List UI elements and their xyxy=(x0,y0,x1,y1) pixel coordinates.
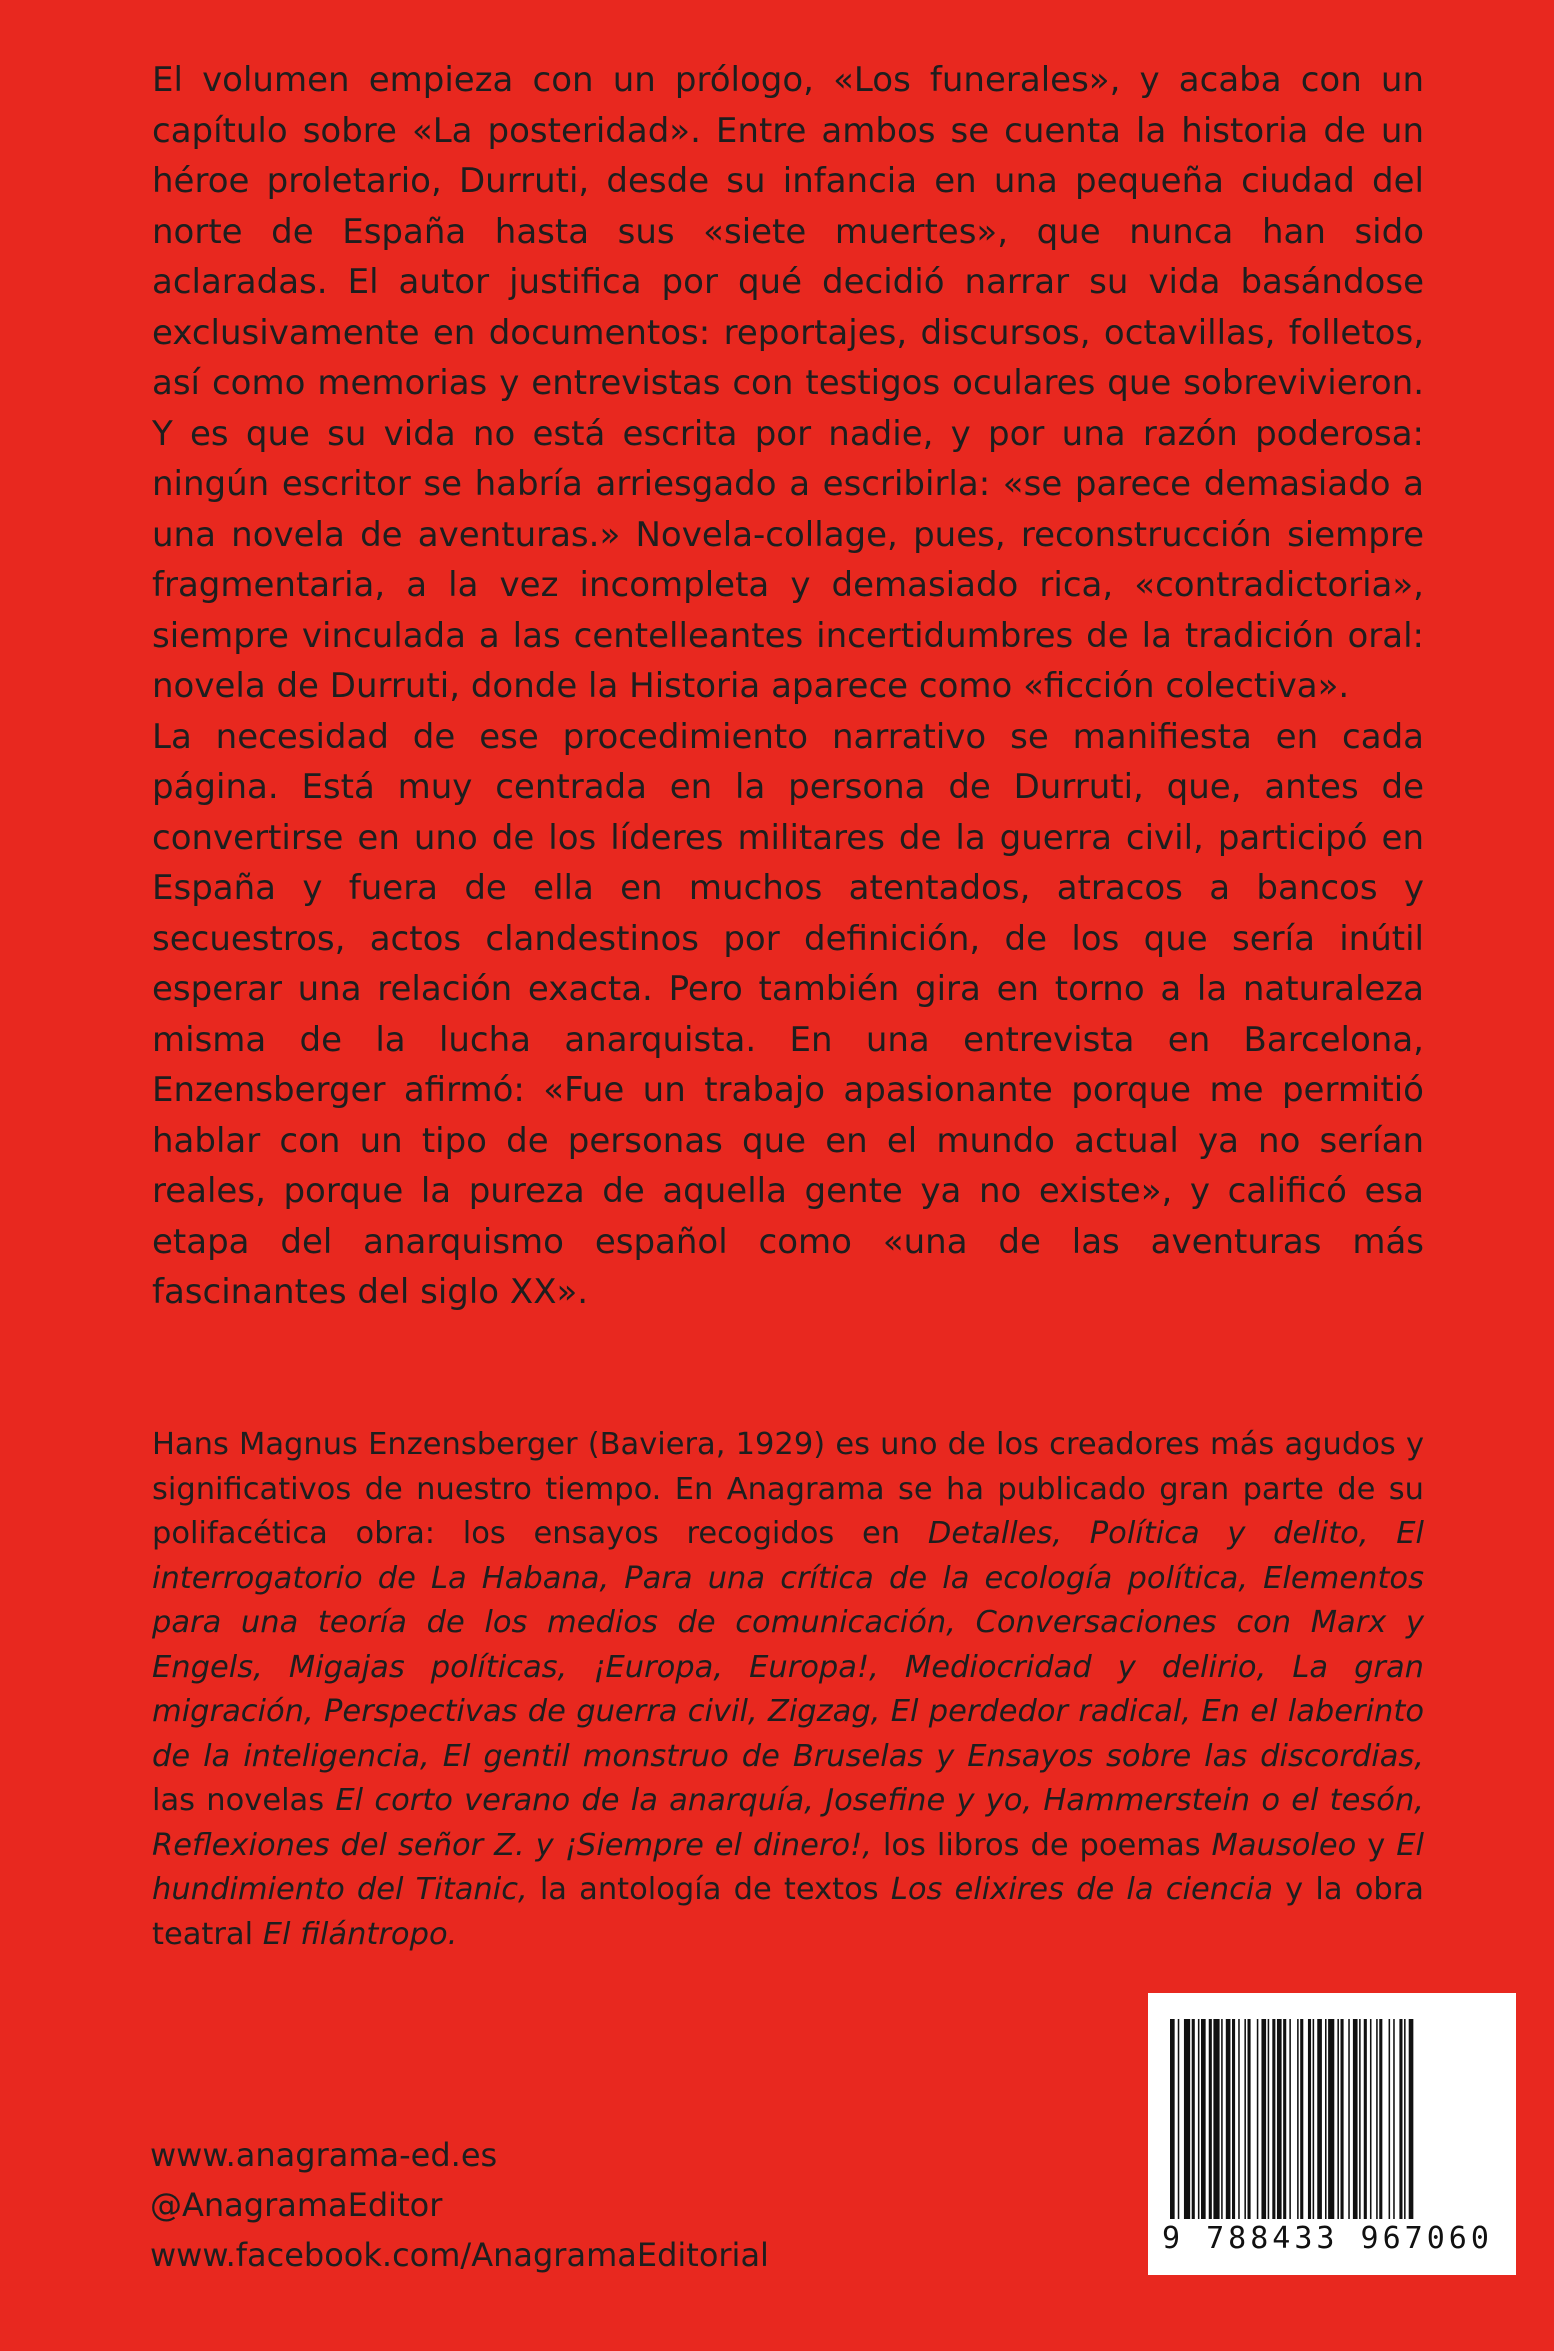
barcode-bar xyxy=(1404,2019,1406,2219)
synopsis-paragraph-1: El volumen empieza con un prólogo, «Los funerales», y acaba con un capítulo sobre «La posteridad». Entre ambos se cuenta la historia de un héroe proletario, Durruti, desde su infancia en una pequeña ciudad del norte de España hasta sus «siete muertes», que nunca han sido aclaradas. El autor justifica por qué decidió narrar su vida basándose exclusivamente en documentos: reportajes, discursos, octavillas, folletos, así como memorias y entrevistas con testigos oculares que sobrevivieron. Y es que su vida no está escrita por nadie, y por una razón poderosa: ningún escritor se habría arriesgado a escribirla: «se parece demasiado a una novela de aventuras.» Novela-collage, pues, reconstrucción siempre fragmentaria, a la vez incompleta y demasiado rica, «contradictoria», siempre vinculada a las centelleantes incertidumbres de la tradición oral: novela de Durruti, donde la Historia aparece como «ficción colectiva». xyxy=(152,60,1424,706)
bio-anthology-label: la antología de textos xyxy=(527,1872,891,1907)
synopsis-paragraph-2: La necesidad de ese procedimiento narrativo se manifiesta en cada página. Está muy centrada en la persona de Durruti, que, antes de convertirse en uno de los líderes militares de la guerra civil, participó en España y fuera de ella en muchos atentados, atracos a bancos y secuestros, actos clandestinos por definición, de los que sería inútil esperar una relación exacta. Pero también gira en torno a la naturaleza misma de la lucha anarquista. En una entrevista en Barcelona, Enzensberger afirmó: «Fue un trabajo apasionante porque me permitió hablar con un tipo de personas que en el mundo actual ya no serían reales, porque la pureza de aquella gente ya no existe», y calificó esa etapa del anarquismo español como «una de las aventuras más fascinantes del siglo XX». xyxy=(152,716,1424,1312)
barcode-bar xyxy=(1337,2019,1339,2219)
barcode-bar xyxy=(1376,2019,1378,2219)
barcode-bar xyxy=(1221,2019,1223,2219)
barcode-bar xyxy=(1232,2019,1235,2219)
barcode-bar xyxy=(1308,2019,1311,2219)
barcode-bar xyxy=(1192,2019,1195,2219)
barcode-bar xyxy=(1389,2019,1391,2219)
barcode-bar xyxy=(1226,2019,1231,2219)
synopsis xyxy=(152,55,1424,1318)
barcode-bar xyxy=(1178,2019,1180,2219)
barcode-bar xyxy=(1257,2019,1259,2219)
barcode-bar xyxy=(1213,2019,1219,2219)
barcode-bar xyxy=(1399,2019,1402,2219)
barcode-bar xyxy=(1238,2019,1240,2219)
barcode-bar xyxy=(1248,2019,1251,2219)
barcode-bar xyxy=(1209,2019,1212,2219)
barcode-bar xyxy=(1353,2019,1358,2219)
barcode-bar xyxy=(1379,2019,1382,2219)
barcode-bar xyxy=(1370,2019,1372,2219)
barcode-bar xyxy=(1170,2019,1175,2219)
bio-novels-titles: El corto verano de la anarquía, Josefine y yo, Hammerstein o el tesón, Reflexiones del señor Z. y ¡Siempre el dinero!, xyxy=(152,1783,1424,1863)
bio-intro: Hans Magnus Enzensberger (Baviera, 1929) es uno de los creadores más agudos y significativos de nuestro tiempo. En Anagrama se ha publicado gran parte de su polifacética obra: los ensayos recogidos en xyxy=(152,1427,1424,1551)
barcode-bar xyxy=(1268,2019,1270,2219)
bio-poems-title-2: El hundimiento del Titanic, xyxy=(152,1827,1424,1907)
barcode-bar xyxy=(1184,2019,1190,2219)
barcode-bar xyxy=(1317,2019,1322,2219)
barcode-bar xyxy=(1198,2019,1200,2219)
twitter-handle[interactable]: @AnagramaEditor xyxy=(150,2186,443,2224)
bio-poems-label: los libros de poemas xyxy=(871,1827,1212,1863)
author-bio xyxy=(152,1423,1424,1957)
barcode-bar xyxy=(1313,2019,1315,2219)
barcode-bar xyxy=(1297,2019,1299,2219)
barcode-bar xyxy=(1393,2019,1395,2219)
barcode-bar xyxy=(1244,2019,1246,2219)
bio-theatre-label: y la obra teatral xyxy=(152,1872,1424,1952)
facebook-link[interactable]: www.facebook.com/AnagramaEditorial xyxy=(150,2236,769,2274)
barcode-bar xyxy=(1341,2019,1344,2219)
barcode-bars xyxy=(1170,2019,1494,2219)
barcode-bar xyxy=(1272,2019,1275,2219)
publisher-links xyxy=(150,2130,769,2280)
website-link[interactable]: www.anagrama-ed.es xyxy=(150,2136,498,2174)
barcode-bar xyxy=(1277,2019,1282,2219)
barcode-bar xyxy=(1201,2019,1206,2219)
barcode-bar xyxy=(1348,2019,1350,2219)
barcode xyxy=(1148,1993,1516,2275)
barcode-bar xyxy=(1364,2019,1367,2219)
barcode-bar xyxy=(1283,2019,1286,2219)
bio-anthology-title: Los elixires de la ciencia xyxy=(890,1872,1274,1907)
bio-theatre-title: El filántropo. xyxy=(262,1916,458,1952)
barcode-bar xyxy=(1328,2019,1334,2219)
bio-poems-title-1: Mausoleo xyxy=(1211,1827,1357,1863)
bio-novels-label: las novelas xyxy=(152,1783,336,1818)
barcode-bar xyxy=(1359,2019,1361,2219)
barcode-bar xyxy=(1300,2019,1303,2219)
barcode-bar xyxy=(1289,2019,1291,2219)
barcode-bar xyxy=(1409,2019,1414,2219)
bio-essays-titles: Detalles, Política y delito, El interrogatorio de La Habana, Para una crítica de la ecología política, Elementos para una teoría de los medios de comunicación, Conversaciones con Marx y Engels, Migajas políticas, ¡Europa, Europa!, Mediocridad y delirio, La gran migración, Perspectivas de guerra civil, Zigzag, El perdedor radical, En el laberinto de la inteligencia, El gentil monstruo de Bruselas y Ensayos sobre las discordias, xyxy=(152,1516,1424,1774)
isbn-number: 9 788433 967060 xyxy=(1162,2221,1493,2256)
barcode-bar xyxy=(1261,2019,1266,2219)
bio-poems-and: y xyxy=(1356,1827,1397,1863)
barcode-bar xyxy=(1325,2019,1327,2219)
